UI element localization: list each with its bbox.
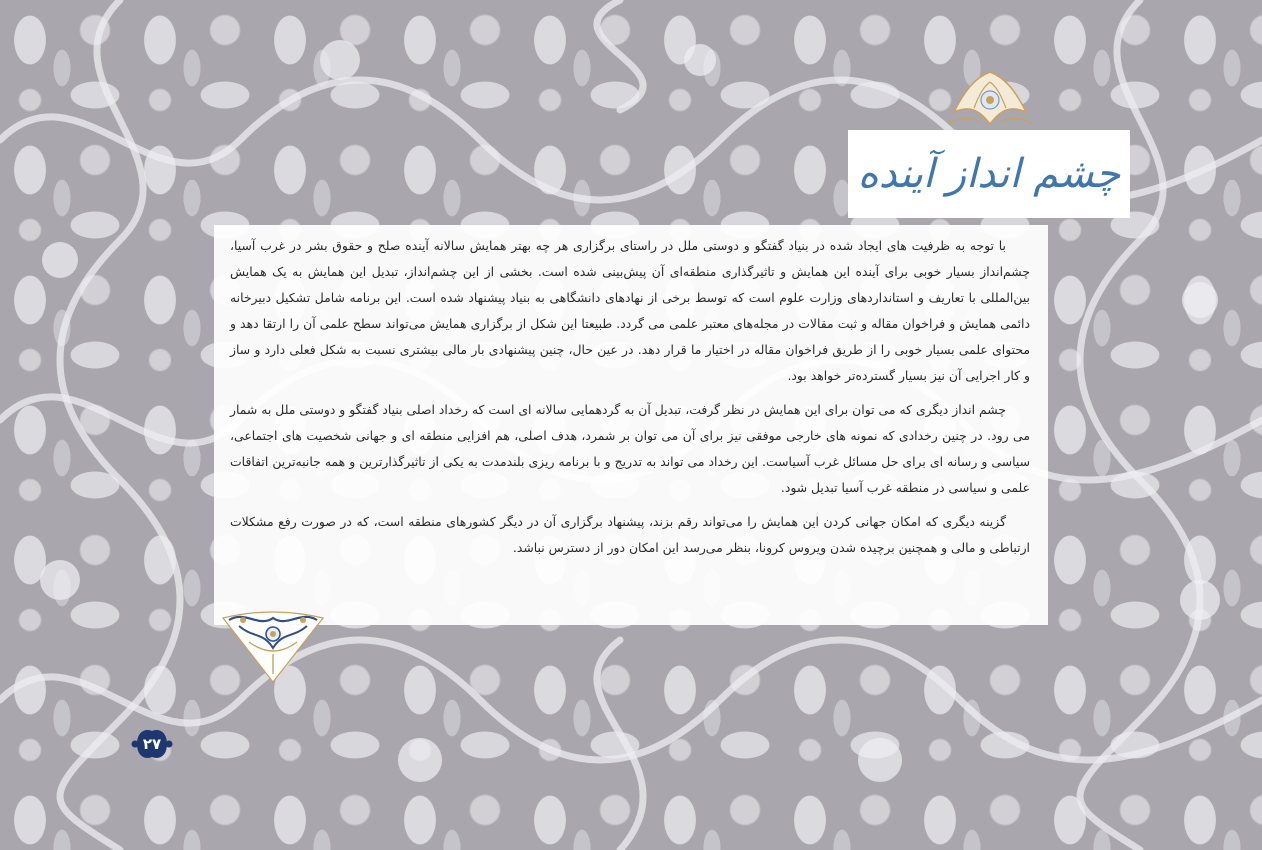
content-panel (214, 225, 1048, 625)
page-title: چشم انداز آینده (857, 151, 1121, 197)
paragraph-3: گزینه دیگری که امکان جهانی کردن این همایش را می‌تواند رقم بزند، پیشنهاد برگزاری آن در دیگر کشورهای منطقه است، که در صورت رفع مشکلات ارتباطی و مالی و همچنین برچیده شدن ویروس کرونا، بنظر می‌رسد این امکان دور از دسترس نباشد. (230, 514, 1030, 555)
floral-medallion-icon (219, 608, 327, 684)
paragraph-2: چشم انداز دیگری که می توان برای این همایش در نظر گرفت، تبدیل آن به گردهمایی سالانه ای است که رخداد اصلی بنیاد گفتگو و دوستی ملل به شمار می رود. در چنین رخدادی که نمونه های خارجی موفقی نیز برای آن می توان بر شمرد، هدف اصلی، هم افزایی منطقه ای و جهانی شخصیت های اجتماعی، سیاسی و رسانه ای برای حل مسائل غرب آسیاست. این رخداد می تواند به تدریج و با برنامه ریزی بلندمدت به یکی از تاثیرگذارترین و همه جانبه‌ترین اتفاقات علمی و سیاسی در منطقه غرب آسیا تبدیل شود. (230, 402, 1030, 495)
title-box (848, 130, 1130, 218)
page-number: ۲۷ (142, 735, 162, 753)
paragraph-1: با توجه به ظرفیت های ایجاد شده در بنیاد گفتگو و دوستی ملل در راستای برگزاری هر چه بهتر همایش سالانه آینده صلح و حقوق بشر در غرب آسیا، چشم‌انداز بسیار خوبی برای آینده این همایش و تاثیرگذاری منطقه‌ای آن پیش‌بینی شده است. بخشی از این چشم‌انداز، تبدیل این همایش به یک همایش بین‌المللی با تعاریف و استانداردهای وزارت علوم است که توسط برخی از نهادهای دانشگاهی به بنیاد پیشنهاد شده است. این برنامه شامل تشکیل دبیرخانه دائمی همایش و فراخوان مقاله و ثبت مقالات در مجله‌های معتبر علمی می گردد. طبیعتا این شکل از برگزاری همایش می‌تواند سطح علمی آن را ارتقا دهد و محتوای علمی بسیار خوبی را از طریق فراخوان مقاله در اختیار ما قرار دهد. در عین حال، چنین پیشنهادی بار مالی بیشتری نسبت به شکل فعلی دارد و ساز و کار اجرایی آن نیز بسیار گسترده‌تر خواهد بود. (230, 238, 1030, 383)
floral-ornament-icon (944, 68, 1036, 128)
page-number-badge (131, 726, 173, 762)
